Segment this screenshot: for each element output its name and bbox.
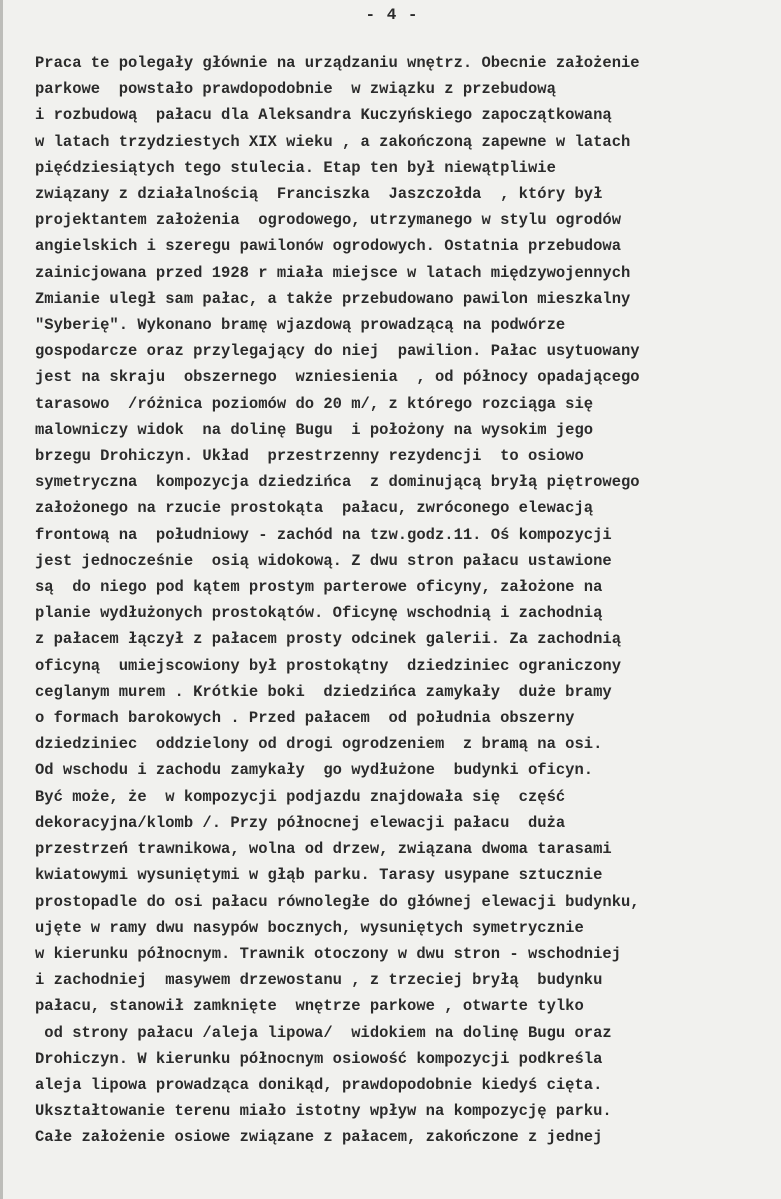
text-line: dziedziniec oddzielony od drogi ogrodzeniem z bramą na osi. (35, 735, 603, 754)
text-line: w kierunku północnym. Trawnik otoczony w dwu stron - wschodniej (35, 944, 621, 963)
text-line: pałacu, stanowił zamknięte wnętrze parkowe , otwarte tylko (35, 997, 584, 1016)
text-line: Być może, że w kompozycji podjazdu znajdowała się część (35, 787, 566, 806)
text-line: projektantem założenia ogrodowego, utrzymanego w stylu ogrodów (35, 211, 621, 230)
text-line: planie wydłużonych prostokątów. Oficynę wschodnią i zachodnią (35, 604, 603, 623)
text-line: oficyną umiejscowiony był prostokątny dziedziniec ograniczony (35, 656, 621, 675)
text-line: założonego na rzucie prostokąta pałacu, zwróconego elewacją (35, 499, 594, 518)
text-line: jest jednocześnie osią widokową. Z dwu stron pałacu ustawione (35, 551, 612, 570)
text-line: od strony pałacu /aleja lipowa/ widokiem na dolinę Bugu oraz (35, 1023, 612, 1042)
text-line: frontową na południowy - zachód na tzw.godz.11. Oś kompozycji (35, 525, 612, 544)
text-line: Praca te polegały głównie na urządzaniu wnętrz. Obecnie założenie (35, 54, 640, 72)
text-line: pięćdziesiątych tego stulecia. Etap ten był niewątpliwie (35, 158, 556, 177)
text-line: zainicjowana przed 1928 r miała miejsce w latach międzywojennych (35, 263, 631, 282)
text-line: dekoracyjna/klomb /. Przy północnej elewacji pałacu duża (35, 813, 566, 832)
text-line: związany z działalnością Franciszka Jaszczołda , który był (35, 185, 603, 204)
text-line: w latach trzydziestych XIX wieku , a zakończoną zapewne w latach (35, 132, 631, 151)
text-line: Drohiczyn. W kierunku północnym osiowość kompozycji podkreśla (35, 1049, 603, 1068)
text-line: brzegu Drohiczyn. Układ przestrzenny rezydencji to osiowo (35, 447, 584, 466)
text-line: i rozbudową pałacu dla Aleksandra Kuczyńskiego zapoczątkowaną (35, 106, 612, 125)
text-line: przestrzeń trawnikowa, wolna od drzew, związana dwoma tarasami (35, 840, 612, 859)
text-line: "Syberię". Wykonano bramę wjazdową prowadzącą na podwórze (35, 316, 566, 335)
text-line: o formach barokowych . Przed pałacem od południa obszerny (35, 709, 575, 728)
body-text (35, 50, 755, 1151)
text-line: jest na skraju obszernego wzniesienia , od północy opadającego (35, 368, 640, 387)
text-line: prostopadle do osi pałacu równoległe do głównej elewacji budynku, (35, 892, 640, 911)
page-number: - 4 - (365, 6, 419, 24)
text-line: ujęte w ramy dwu nasypów bocznych, wysuniętych symetrycznie (35, 918, 584, 937)
text-line: z pałacem łączył z pałacem prosty odcinek galerii. Za zachodnią (35, 630, 621, 649)
text-line: Całe założenie osiowe związane z pałacem, zakończone z jednej (35, 1128, 603, 1147)
text-line: ceglanym murem . Krótkie boki dziedzińca zamykały duże bramy (35, 682, 612, 701)
text-line: malowniczy widok na dolinę Bugu i położony na wysokim jego (35, 420, 594, 439)
text-line: symetryczna kompozycja dziedzińca z dominującą bryłą piętrowego (35, 473, 640, 492)
text-line: tarasowo /różnica poziomów do 20 m/, z którego rozciąga się (35, 394, 594, 413)
text-line: parkowe powstało prawdopodobnie w związku z przebudową (35, 80, 556, 99)
text-line: i zachodniej masywem drzewostanu , z trzeciej bryłą budynku (35, 971, 603, 990)
text-line: Zmianie uległ sam pałac, a także przebudowano pawilon mieszkalny (35, 289, 631, 308)
text-line: kwiatowymi wysuniętymi w głąb parku. Tarasy usypane sztucznie (35, 866, 603, 885)
text-line: Od wschodu i zachodu zamykały go wydłużone budynki oficyn. (35, 761, 594, 780)
text-line: aleja lipowa prowadząca donikąd, prawdopodobnie kiedyś cięta. (35, 1075, 603, 1094)
text-line: są do niego pod kątem prostym parterowe oficyny, założone na (35, 578, 603, 597)
text-line: angielskich i szeregu pawilonów ogrodowych. Ostatnia przebudowa (35, 237, 621, 256)
text-line: gospodarcze oraz przylegający do niej pawilion. Pałac usytuowany (35, 342, 640, 361)
text-line: Ukształtowanie terenu miało istotny wpływ na kompozycję parku. (35, 1102, 612, 1121)
